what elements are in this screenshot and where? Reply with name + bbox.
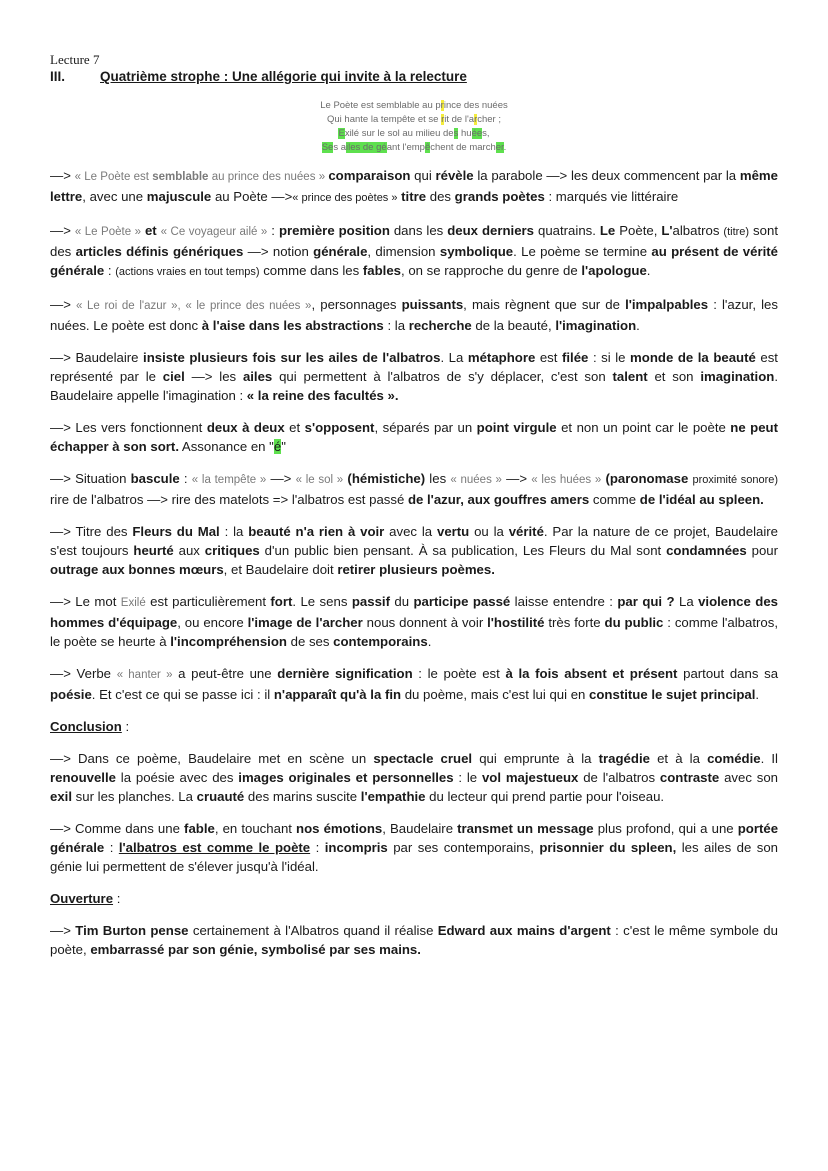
paragraph: —> Tim Burton pense certainement à l'Albatros quand il réalise Edward aux mains d'argent : c'est le même symbole du poète, embarrassé par son génie, symbolisé par ses mains. xyxy=(50,923,778,957)
paragraph: —> Les vers fonctionnent deux à deux et s'opposent, séparés par un point virgule et non un point car le poète ne peut échapper à son sort. Assonance en "é" xyxy=(50,420,779,454)
paragraph: —> Verbe « hanter » a peut-être une dernière signification : le poète est à la fois absent et présent partout dans sa poésie. Et c'est ce qui se passe ici : il n'apparaît qu'à la fin du poème, mais c'est lui qui en constitue le sujet principal. xyxy=(50,666,779,702)
paragraph: —> Le mot Exilé est particulièrement fort. Le sens passif du participe passé laisse entendre : par qui ? La violence des hommes d'équipage, ou encore l'image de l'archer nous donnent à voir l'hostilité très forte du public : comme l'albatros, le poète se heurte à l'incompréhension de ses contemporains. xyxy=(50,594,778,649)
paragraph: —> Comme dans une fable, en touchant nos émotions, Baudelaire transmet un message plus profond, qui a une portée générale : l'albatros est comme le poète : incompris par ses contemporains, prisonnier du spleen, les ailes de son génie lui permettent de s'élever jusqu'à l'idéal. xyxy=(50,821,779,874)
conclusion-heading: Conclusion : xyxy=(50,719,130,734)
paragraph: —> « Le Poète est semblable au prince des nuées » comparaison qui révèle la parabole —> les deux commencent par la même lettre, avec une majuscule au Poète —>« prince des poètes » titre des grands poètes : marqués vie littéraire xyxy=(50,168,778,204)
ouverture-heading: Ouverture : xyxy=(50,891,121,906)
paragraph: —> Baudelaire insiste plusieurs fois sur les ailes de l'albatros. La métaphore est filée : si le monde de la beauté est représenté par le ciel —> les ailes qui permettent à l'albatros de s'y déplacer, c'est son talent et son imagination. Baudelaire appelle l'imagination : « la reine des facultés ». xyxy=(50,350,778,403)
paragraph: —> Dans ce poème, Baudelaire met en scène un spectacle cruel qui emprunte à la tragédie et à la comédie. Il renouvelle la poésie avec des images originales et personnelles : le vol majestueux de l'albatros contraste avec son exil sur les planches. La cruauté des marins suscite l'empathie du lecteur qui prend partie pour l'oiseau. xyxy=(50,751,778,804)
poem-line: Qui hante la tempête et se rit de l'archer ; xyxy=(327,114,501,125)
poem-line: Le Poète est semblable au prince des nuées xyxy=(320,100,508,111)
paragraph: —> Titre des Fleurs du Mal : la beauté n'a rien à voir avec la vertu ou la vérité. Par la nature de ce projet, Baudelaire s'est toujours heurté aux critiques d'un public bien pensant. À sa publication, Les Fleurs du Mal sont condamnées pour outrage aux bonnes mœurs, et Baudelaire doit retirer plusieurs poèmes. xyxy=(50,524,779,577)
analysis-body xyxy=(50,166,778,972)
lecture-label: Lecture 7 xyxy=(50,52,100,67)
section-number: III. xyxy=(50,69,66,84)
highlight-mark: é xyxy=(273,439,282,454)
poem-excerpt xyxy=(0,99,828,155)
paragraph: —> « Le roi de l'azur », « le prince des nuées », personnages puissants, mais règnent que sur de l'impalpables : l'azur, les nuées. Le poète est donc à l'aise dans les abstractions : la recherche de la beauté, l'imagination. xyxy=(50,297,778,333)
section-heading xyxy=(50,69,467,84)
poem-line: Exilé sur le sol au milieu des huées, xyxy=(338,128,490,139)
section-title: Quatrième strophe : Une allégorie qui invite à la relecture xyxy=(100,69,467,84)
paragraph: —> Situation bascule : « la tempête » —> « le sol » (hémistiche) les « nuées » —> « les huées » (paronomase proximité sonore) rire de l'albatros —> rire des matelots => l'albatros est passé de l'azur, aux gouffres amers comme de l'idéal au spleen. xyxy=(50,471,779,507)
paragraph: —> « Le Poète » et « Ce voyageur ailé » : première position dans les deux derniers quatrains. Le Poète, L'albatros (titre) sont des articles définis génériques —> notion générale, dimension symbolique. Le poème se termine au présent de vérité générale : (actions vraies en tout temps) comme dans les fables, on se rapproche du genre de l'apologue. xyxy=(50,223,778,278)
poem-line: Ses ailes de géant l'empêchent de marcher. xyxy=(321,142,507,153)
